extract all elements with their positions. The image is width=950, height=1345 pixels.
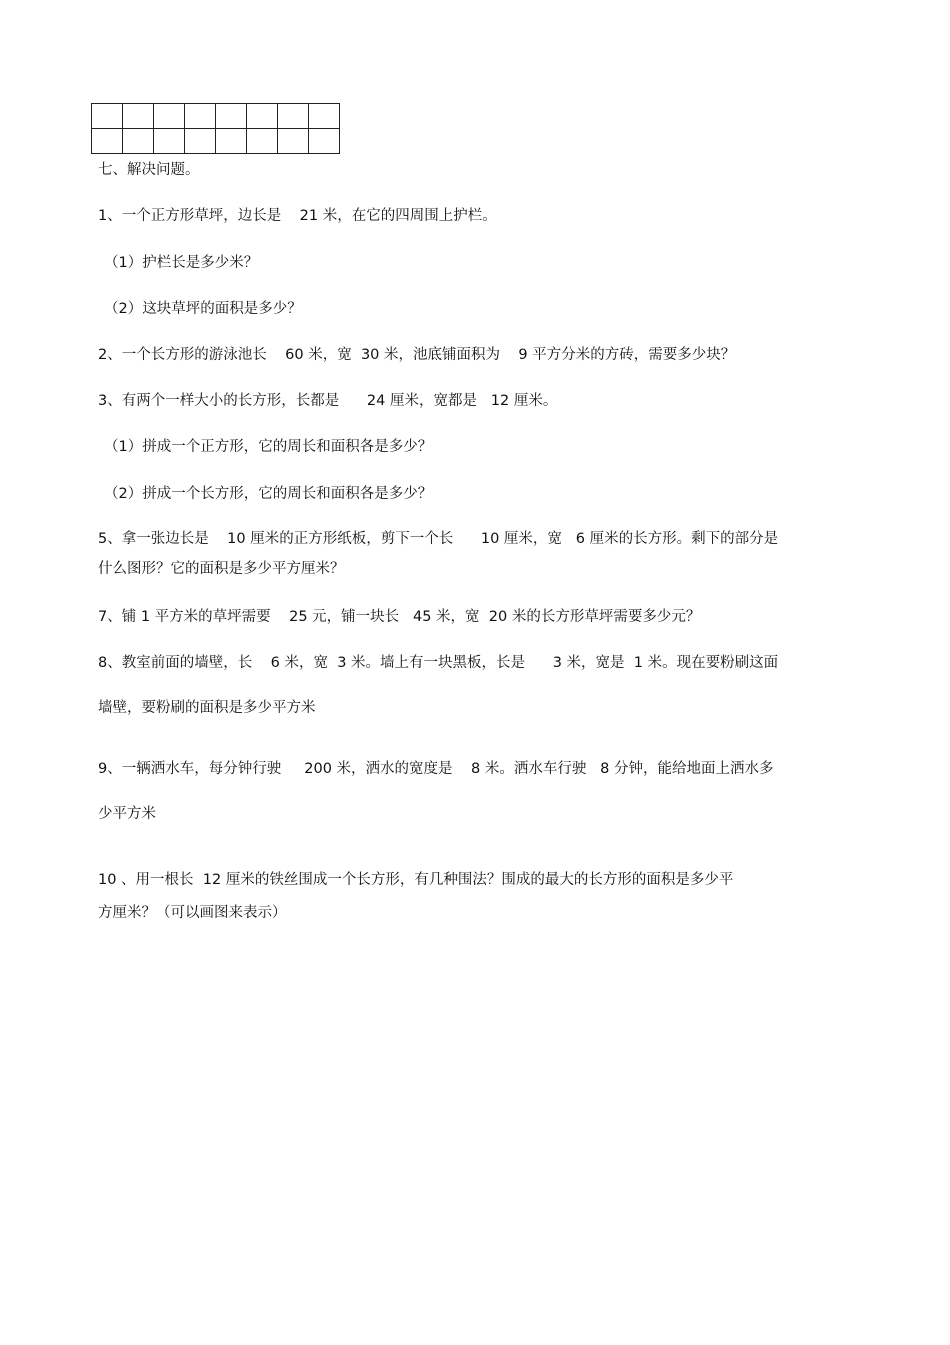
question-8-line-1: 8、教室前面的墙壁，长 6 米，宽 3 米。墙上有一块黑板，长是 3 米，宽是 1 米。现在要粉刷这面: [98, 655, 779, 671]
answer-grid-cell: [123, 104, 154, 129]
answer-grid-cell: [247, 129, 278, 154]
section-title: 七、解决问题。: [98, 162, 200, 178]
answer-grid-cell: [247, 104, 278, 129]
question-9-line-2: 少平方米: [98, 806, 156, 822]
question-1: 1、一个正方形草坪，边长是 21 米，在它的四周围上护栏。: [98, 208, 497, 224]
answer-grid-cell: [92, 129, 123, 154]
answer-grid-row: [92, 129, 340, 154]
answer-grid-row: [92, 104, 340, 129]
question-8-line-2: 墙壁，要粉刷的面积是多少平方米: [98, 700, 316, 716]
answer-grid-cell: [278, 129, 309, 154]
question-2: 2、一个长方形的游泳池长 60 米，宽 30 米，池底铺面积为 9 平方分米的方砖，需要多少块？: [98, 347, 736, 363]
answer-grid: [91, 103, 340, 154]
question-7: 7、铺 1 平方米的草坪需要 25 元，铺一块长 45 米，宽 20 米的长方形草坪需要多少元？: [98, 609, 701, 625]
answer-grid-cell: [154, 129, 185, 154]
question-9-line-1: 9、一辆洒水车，每分钟行驶 200 米，洒水的宽度是 8 米。洒水车行驶 8 分钟，能给地面上洒水多: [98, 761, 774, 777]
answer-grid-cell: [123, 129, 154, 154]
question-5-line-1: 5、拿一张边长是 10 厘米的正方形纸板，剪下一个长 10 厘米，宽 6 厘米的长方形。剩下的部分是: [98, 531, 779, 547]
answer-grid-cell: [309, 104, 340, 129]
answer-grid-cell: [278, 104, 309, 129]
answer-grid-cell: [185, 129, 216, 154]
answer-grid-cell: [216, 104, 247, 129]
question-3: 3、有两个一样大小的长方形，长都是 24 厘米，宽都是 12 厘米。: [98, 393, 558, 409]
question-3-part-2: （2）拼成一个长方形，它的周长和面积各是多少？: [104, 486, 433, 502]
question-5-line-2: 什么图形？它的面积是多少平方厘米？: [98, 561, 345, 577]
question-1-part-1: （1）护栏长是多少米？: [104, 255, 259, 271]
question-3-part-1: （1）拼成一个正方形，它的周长和面积各是多少？: [104, 439, 433, 455]
question-10-line-1: 10 、用一根长 12 厘米的铁丝围成一个长方形，有几种围法？围成的最大的长方形的面积是多少平: [98, 872, 734, 888]
answer-grid-cell: [92, 104, 123, 129]
answer-grid-cell: [309, 129, 340, 154]
answer-grid-cell: [185, 104, 216, 129]
question-1-part-2: （2）这块草坪的面积是多少？: [104, 301, 302, 317]
answer-grid-cell: [154, 104, 185, 129]
question-10-line-2: 方厘米？（可以画图来表示）: [98, 905, 287, 921]
answer-grid-cell: [216, 129, 247, 154]
